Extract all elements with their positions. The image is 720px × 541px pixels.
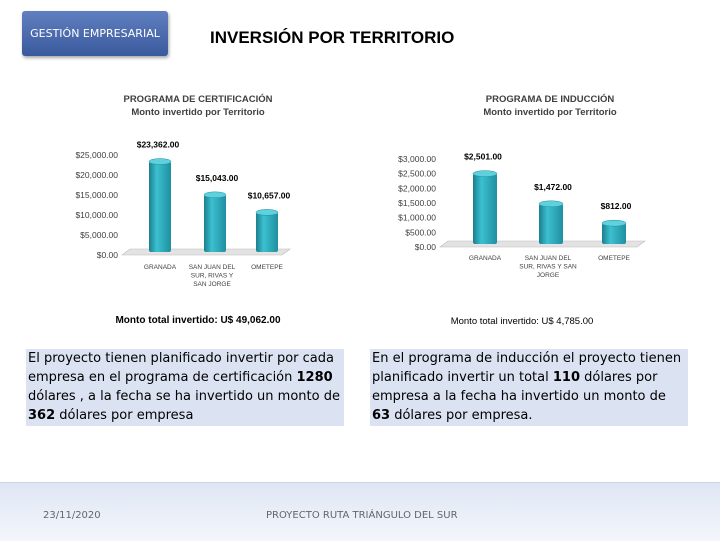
ind-bar xyxy=(539,204,563,244)
ind-total: Monto total invertido: U$ 4,785.00 xyxy=(450,316,594,327)
note-text: dólares por empresa. xyxy=(390,408,533,423)
ind-category-label: OMETEPE xyxy=(598,255,630,262)
cert-data-label: $10,657.00 xyxy=(247,190,291,201)
ind-bar-top xyxy=(539,201,563,207)
ind-category-label: JORGE xyxy=(536,272,560,279)
ind-data-label: $1,472.00 xyxy=(534,181,572,192)
ind-data-label: $812.00 xyxy=(600,201,632,212)
induction-chart xyxy=(385,88,655,338)
cert-data-label: $15,043.00 xyxy=(195,172,239,183)
cert-y-tick: $10,000.00 xyxy=(75,210,118,220)
certification-note xyxy=(26,349,344,426)
ind-category-label: SUR, RIVAS Y SAN xyxy=(519,263,577,271)
ind-y-tick: $3,000.00 xyxy=(398,154,436,164)
note-text: empresa en el programa de certificación xyxy=(28,370,297,385)
note-invested-amount: 63 xyxy=(372,408,391,423)
cert-category-label: OMETEPE xyxy=(251,264,283,271)
ind-bar-top xyxy=(602,220,626,226)
cert-bar-top xyxy=(149,159,171,165)
ind-y-tick: $2,000.00 xyxy=(398,183,436,194)
section-badge xyxy=(22,11,168,56)
note-text: dólares por empresa xyxy=(55,408,194,423)
ind-chart-title: PROGRAMA DE INDUCCIÓN xyxy=(485,94,615,105)
cert-bar-top xyxy=(256,209,278,215)
cert-bar-top xyxy=(204,192,226,198)
section-badge-label: GESTIÓN EMPRESARIAL xyxy=(30,27,160,40)
ind-y-tick: $0.00 xyxy=(414,242,436,252)
certification-chart xyxy=(60,88,360,338)
ind-y-tick: $500.00 xyxy=(405,227,436,238)
ind-data-label: $2,501.00 xyxy=(464,151,502,162)
cert-category-label: GRANADA xyxy=(143,264,177,271)
note-text: En el programa de inducción el proyecto tienen planificado invertir un total xyxy=(372,351,682,385)
cert-category-label: SAN JORGE xyxy=(193,281,231,288)
cert-chart-title: PROGRAMA DE CERTIFICACIÓN xyxy=(123,94,273,105)
note-planned-amount: 110 xyxy=(552,370,581,385)
note-text: El proyecto tienen planificado invertir por cada xyxy=(28,351,334,366)
ind-category-label: GRANADA xyxy=(468,255,502,262)
page-title: INVERSIÓN POR TERRITORIO xyxy=(210,28,455,47)
cert-y-tick: $5,000.00 xyxy=(80,230,118,240)
ind-y-tick: $1,500.00 xyxy=(398,198,436,208)
note-invested-amount: 362 xyxy=(28,408,56,423)
cert-total: Monto total invertido: U$ 49,062.00 xyxy=(115,315,281,326)
cert-y-tick: $15,000.00 xyxy=(75,190,118,200)
ind-y-tick: $1,000.00 xyxy=(398,212,436,223)
induction-note xyxy=(370,349,688,426)
ind-y-tick: $2,500.00 xyxy=(398,168,436,179)
note-text: dólares por empresa a la fecha ha invertido un monto de xyxy=(372,370,666,404)
cert-y-tick: $0.00 xyxy=(96,250,118,260)
cert-data-label: $23,362.00 xyxy=(136,139,180,150)
cert-y-tick: $25,000.00 xyxy=(75,150,118,160)
footer-date: 23/11/2020 xyxy=(43,510,101,521)
ind-category-label: SAN JUAN DEL xyxy=(524,255,572,262)
cert-chart-subtitle: Monto invertido por Territorio xyxy=(131,107,265,118)
ind-chart-subtitle: Monto invertido por Territorio xyxy=(483,107,617,118)
cert-bar xyxy=(149,162,171,252)
cert-bar xyxy=(256,212,278,252)
cert-category-label: SUR, RIVAS Y xyxy=(190,272,234,280)
note-planned-amount: 1280 xyxy=(296,370,333,385)
cert-bar xyxy=(204,195,226,252)
ind-bar-top xyxy=(473,171,497,177)
footer xyxy=(0,482,720,541)
note-text: dólares , a la fecha se ha invertido un monto de xyxy=(28,389,340,404)
cert-y-tick: $20,000.00 xyxy=(75,170,118,180)
ind-bar xyxy=(473,174,497,244)
cert-category-label: SAN JUAN DEL xyxy=(188,264,236,271)
footer-project: PROYECTO RUTA TRIÁNGULO DEL SUR xyxy=(266,510,458,521)
